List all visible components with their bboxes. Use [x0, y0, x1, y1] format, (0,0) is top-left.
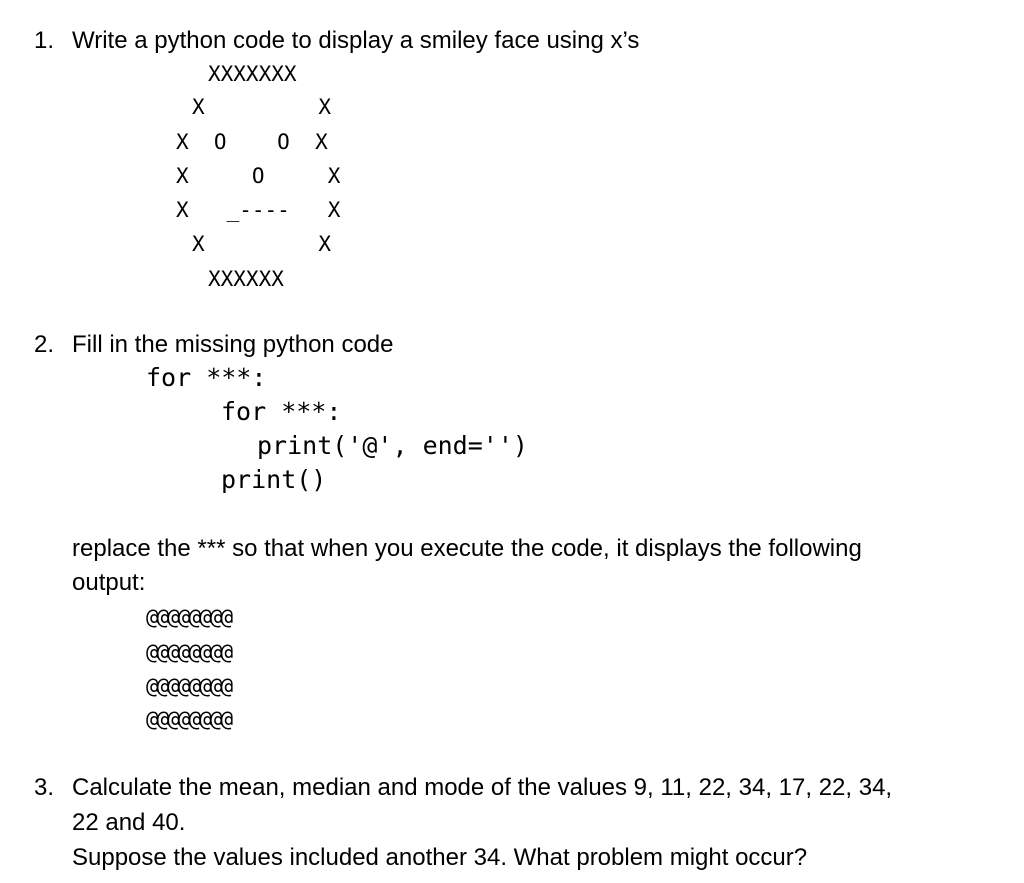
- q3-line: Suppose the values included another 34. What problem might occur?: [72, 844, 808, 871]
- smiley-line: XXXXXXX: [208, 62, 297, 86]
- q2-instruction: replace the *** so that when you execute the code, it displays the following: [72, 535, 862, 562]
- smiley-line: X X: [192, 95, 332, 119]
- q3-line: Calculate the mean, median and mode of the values 9, 11, 22, 34, 17, 22, 34,: [72, 774, 893, 801]
- output-line: @@@@@@@@: [146, 674, 232, 698]
- code-line: print('@', end=''): [257, 431, 528, 460]
- code-line: print(): [221, 465, 327, 494]
- smiley-line: X X: [192, 232, 332, 256]
- smiley-line: X O X: [176, 164, 341, 188]
- code-line: for ***:: [221, 397, 342, 426]
- code-line: for ***:: [146, 363, 267, 392]
- q3-line: 22 and 40.: [72, 809, 186, 836]
- smiley-line: X O O X: [176, 130, 328, 154]
- q2-instruction-cont: output:: [72, 569, 146, 596]
- q1-prompt: Write a python code to display a smiley face using x’s: [72, 27, 640, 54]
- output-line: @@@@@@@@: [146, 707, 232, 731]
- q1-number: 1.: [34, 27, 55, 54]
- smiley-line: X _---- X: [176, 198, 341, 222]
- q2-prompt: Fill in the missing python code: [72, 331, 394, 358]
- output-line: @@@@@@@@: [146, 605, 232, 629]
- q3-number: 3.: [34, 774, 55, 801]
- output-line: @@@@@@@@: [146, 640, 232, 664]
- q2-number: 2.: [34, 331, 55, 358]
- smiley-line: XXXXXX: [208, 267, 284, 291]
